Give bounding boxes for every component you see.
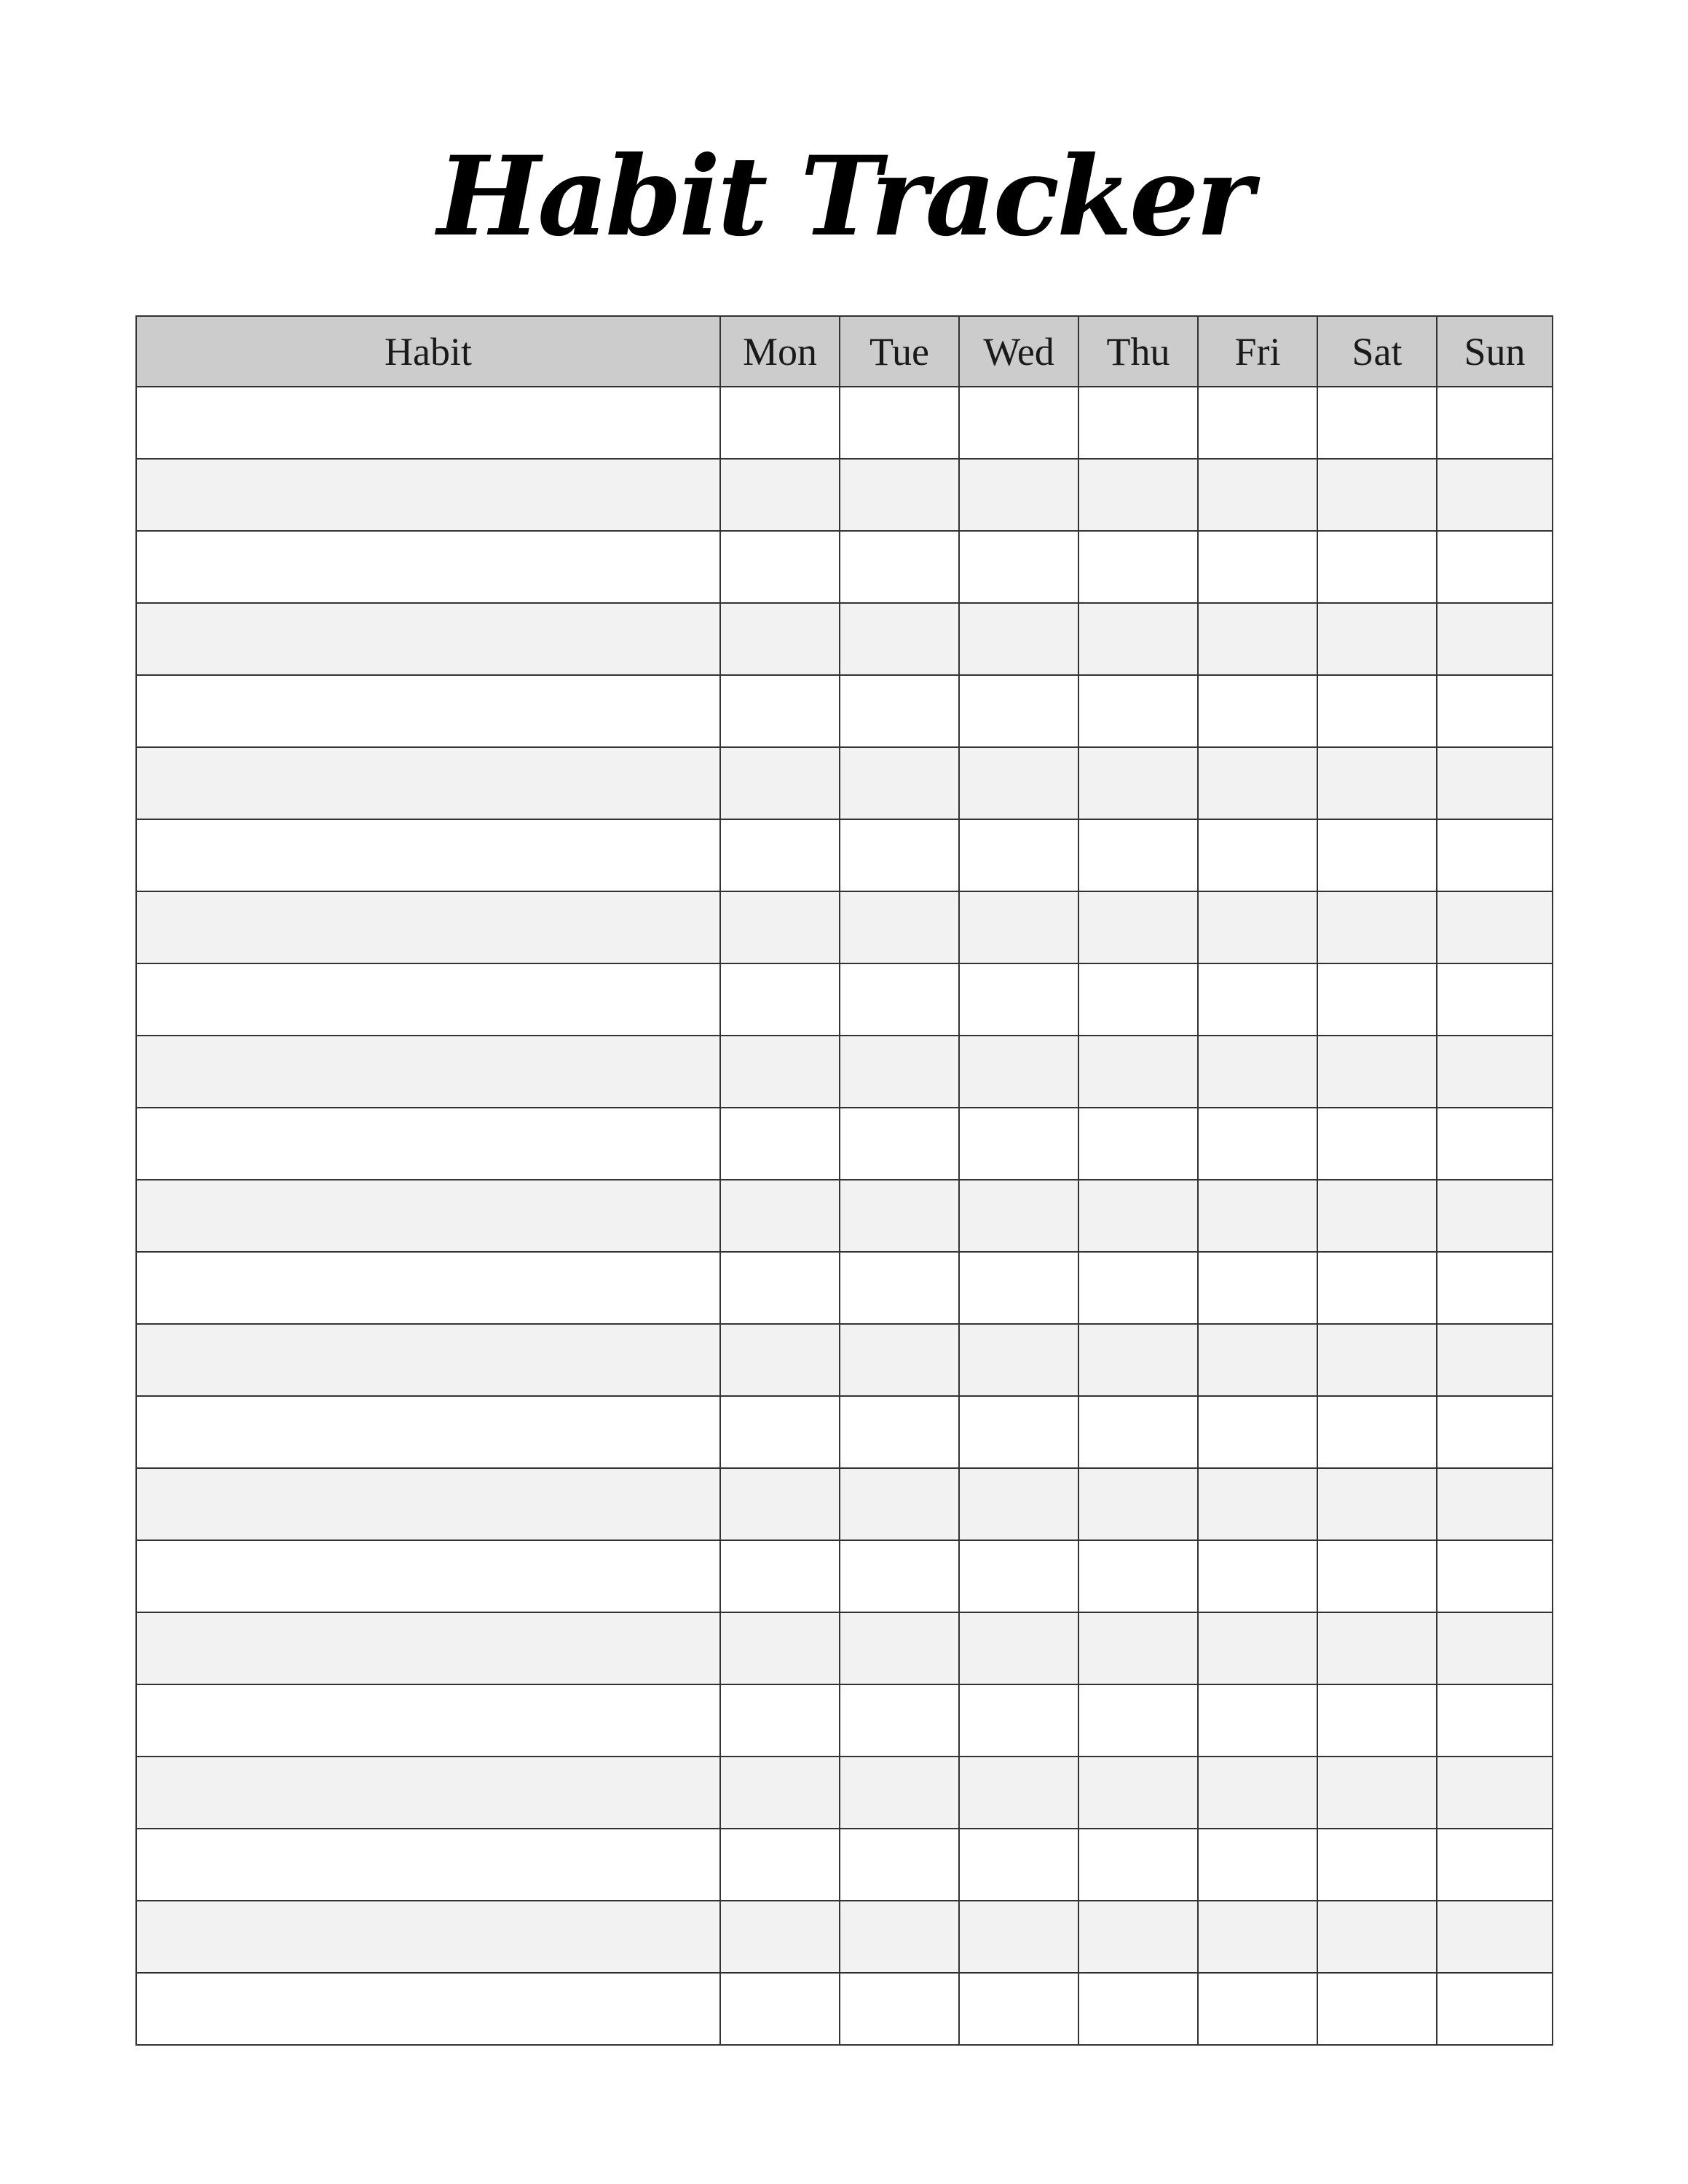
table-row — [136, 1757, 1553, 1829]
day-cell-sun[interactable] — [1437, 1612, 1553, 1684]
day-cell-wed[interactable] — [959, 1829, 1078, 1901]
day-cell-mon[interactable] — [720, 675, 840, 747]
day-cell-sun[interactable] — [1437, 1180, 1553, 1252]
day-cell-sat[interactable] — [1317, 1036, 1437, 1108]
day-cell-sat[interactable] — [1317, 1324, 1437, 1396]
day-cell-sun[interactable] — [1437, 603, 1553, 675]
day-cell-sun[interactable] — [1437, 387, 1553, 459]
table-row — [136, 747, 1553, 819]
header-sat: Sat — [1317, 316, 1437, 387]
day-cell-sun[interactable] — [1437, 1901, 1553, 1973]
day-cell-sun[interactable] — [1437, 1108, 1553, 1180]
day-cell-tue[interactable] — [840, 1468, 959, 1540]
day-cell-sat[interactable] — [1317, 1252, 1437, 1324]
day-cell-mon[interactable] — [720, 1252, 840, 1324]
day-cell-tue[interactable] — [840, 1973, 959, 2045]
day-cell-sun[interactable] — [1437, 675, 1553, 747]
day-cell-thu[interactable] — [1078, 1324, 1198, 1396]
day-cell-fri[interactable] — [1198, 1036, 1317, 1108]
habit-table — [135, 315, 1553, 2046]
habit-cell[interactable] — [136, 1973, 720, 2045]
habit-cell[interactable] — [136, 1540, 720, 1612]
day-cell-sun[interactable] — [1437, 1973, 1553, 2045]
table-row — [136, 1901, 1553, 1973]
header-mon: Mon — [720, 316, 840, 387]
day-cell-thu[interactable] — [1078, 1757, 1198, 1829]
day-cell-sun[interactable] — [1437, 747, 1553, 819]
day-cell-sun[interactable] — [1437, 531, 1553, 603]
day-cell-sun[interactable] — [1437, 1757, 1553, 1829]
habit-cell[interactable] — [136, 1684, 720, 1757]
habit-cell[interactable] — [136, 387, 720, 459]
day-cell-tue[interactable] — [840, 747, 959, 819]
table-header — [136, 316, 1553, 387]
table-row — [136, 963, 1553, 1036]
day-cell-wed[interactable] — [959, 891, 1078, 963]
day-cell-tue[interactable] — [840, 1252, 959, 1324]
day-cell-sat[interactable] — [1317, 1757, 1437, 1829]
day-cell-sun[interactable] — [1437, 1540, 1553, 1612]
day-cell-tue[interactable] — [840, 531, 959, 603]
table-row — [136, 387, 1553, 459]
day-cell-sun[interactable] — [1437, 819, 1553, 891]
day-cell-wed[interactable] — [959, 531, 1078, 603]
habit-cell[interactable] — [136, 675, 720, 747]
day-cell-thu[interactable] — [1078, 1540, 1198, 1612]
day-cell-thu[interactable] — [1078, 1684, 1198, 1757]
header-habit: Habit — [136, 316, 720, 387]
table-row — [136, 675, 1553, 747]
day-cell-thu[interactable] — [1078, 747, 1198, 819]
header-wed: Wed — [959, 316, 1078, 387]
day-cell-fri[interactable] — [1198, 459, 1317, 531]
day-cell-thu[interactable] — [1078, 675, 1198, 747]
day-cell-mon[interactable] — [720, 1757, 840, 1829]
day-cell-mon[interactable] — [720, 1612, 840, 1684]
day-cell-wed[interactable] — [959, 1468, 1078, 1540]
table-row — [136, 1612, 1553, 1684]
day-cell-fri[interactable] — [1198, 1252, 1317, 1324]
day-cell-mon[interactable] — [720, 387, 840, 459]
day-cell-mon[interactable] — [720, 1396, 840, 1468]
day-cell-mon[interactable] — [720, 1108, 840, 1180]
day-cell-mon[interactable] — [720, 891, 840, 963]
day-cell-thu[interactable] — [1078, 1901, 1198, 1973]
day-cell-wed[interactable] — [959, 1973, 1078, 2045]
day-cell-wed[interactable] — [959, 1901, 1078, 1973]
day-cell-thu[interactable] — [1078, 1180, 1198, 1252]
day-cell-fri[interactable] — [1198, 1180, 1317, 1252]
day-cell-wed[interactable] — [959, 459, 1078, 531]
day-cell-tue[interactable] — [840, 1901, 959, 1973]
table-row — [136, 1108, 1553, 1180]
day-cell-mon[interactable] — [720, 459, 840, 531]
day-cell-mon[interactable] — [720, 531, 840, 603]
day-cell-wed[interactable] — [959, 387, 1078, 459]
day-cell-tue[interactable] — [840, 1829, 959, 1901]
day-cell-mon[interactable] — [720, 1540, 840, 1612]
day-cell-wed[interactable] — [959, 1540, 1078, 1612]
day-cell-mon[interactable] — [720, 1036, 840, 1108]
day-cell-thu[interactable] — [1078, 1108, 1198, 1180]
day-cell-thu[interactable] — [1078, 963, 1198, 1036]
day-cell-tue[interactable] — [840, 1036, 959, 1108]
day-cell-sun[interactable] — [1437, 1468, 1553, 1540]
day-cell-fri[interactable] — [1198, 1973, 1317, 2045]
day-cell-tue[interactable] — [840, 819, 959, 891]
day-cell-sat[interactable] — [1317, 1973, 1437, 2045]
header-tue: Tue — [840, 316, 959, 387]
day-cell-fri[interactable] — [1198, 603, 1317, 675]
table-row — [136, 1036, 1553, 1108]
day-cell-mon[interactable] — [720, 1684, 840, 1757]
header-sun: Sun — [1437, 316, 1553, 387]
day-cell-wed[interactable] — [959, 1252, 1078, 1324]
day-cell-tue[interactable] — [840, 1757, 959, 1829]
day-cell-wed[interactable] — [959, 603, 1078, 675]
day-cell-wed[interactable] — [959, 1757, 1078, 1829]
day-cell-mon[interactable] — [720, 819, 840, 891]
habit-cell[interactable] — [136, 963, 720, 1036]
day-cell-tue[interactable] — [840, 1108, 959, 1180]
day-cell-sat[interactable] — [1317, 1108, 1437, 1180]
day-cell-tue[interactable] — [840, 1180, 959, 1252]
day-cell-tue[interactable] — [840, 963, 959, 1036]
day-cell-fri[interactable] — [1198, 1324, 1317, 1396]
day-cell-mon[interactable] — [720, 1180, 840, 1252]
table-row — [136, 1468, 1553, 1540]
table-row — [136, 1324, 1553, 1396]
table-row — [136, 1252, 1553, 1324]
day-cell-mon[interactable] — [720, 747, 840, 819]
day-cell-thu[interactable] — [1078, 531, 1198, 603]
day-cell-wed[interactable] — [959, 963, 1078, 1036]
day-cell-tue[interactable] — [840, 1396, 959, 1468]
day-cell-sat[interactable] — [1317, 1829, 1437, 1901]
day-cell-thu[interactable] — [1078, 603, 1198, 675]
day-cell-wed[interactable] — [959, 1036, 1078, 1108]
day-cell-mon[interactable] — [720, 963, 840, 1036]
day-cell-thu[interactable] — [1078, 1829, 1198, 1901]
day-cell-fri[interactable] — [1198, 531, 1317, 603]
day-cell-sun[interactable] — [1437, 1396, 1553, 1468]
habit-cell[interactable] — [136, 747, 720, 819]
day-cell-sat[interactable] — [1317, 1468, 1437, 1540]
table-body — [136, 387, 1553, 2045]
day-cell-tue[interactable] — [840, 603, 959, 675]
table-row — [136, 891, 1553, 963]
header-thu: Thu — [1078, 316, 1198, 387]
day-cell-wed[interactable] — [959, 1180, 1078, 1252]
day-cell-thu[interactable] — [1078, 1252, 1198, 1324]
day-cell-wed[interactable] — [959, 1108, 1078, 1180]
day-cell-sat[interactable] — [1317, 819, 1437, 891]
day-cell-sat[interactable] — [1317, 747, 1437, 819]
day-cell-fri[interactable] — [1198, 675, 1317, 747]
day-cell-thu[interactable] — [1078, 1973, 1198, 2045]
day-cell-sat[interactable] — [1317, 1612, 1437, 1684]
day-cell-mon[interactable] — [720, 603, 840, 675]
day-cell-sat[interactable] — [1317, 1396, 1437, 1468]
page-title: Habit Tracker — [437, 133, 1251, 261]
day-cell-fri[interactable] — [1198, 1540, 1317, 1612]
day-cell-thu[interactable] — [1078, 1396, 1198, 1468]
day-cell-fri[interactable] — [1198, 1396, 1317, 1468]
table-row — [136, 603, 1553, 675]
day-cell-mon[interactable] — [720, 1829, 840, 1901]
day-cell-fri[interactable] — [1198, 747, 1317, 819]
day-cell-wed[interactable] — [959, 819, 1078, 891]
day-cell-sat[interactable] — [1317, 1684, 1437, 1757]
day-cell-fri[interactable] — [1198, 891, 1317, 963]
day-cell-fri[interactable] — [1198, 1108, 1317, 1180]
habit-cell[interactable] — [136, 1829, 720, 1901]
day-cell-mon[interactable] — [720, 1901, 840, 1973]
habit-cell[interactable] — [136, 531, 720, 603]
habit-cell[interactable] — [136, 1612, 720, 1684]
habit-cell[interactable] — [136, 1108, 720, 1180]
day-cell-wed[interactable] — [959, 747, 1078, 819]
day-cell-tue[interactable] — [840, 1540, 959, 1612]
day-cell-fri[interactable] — [1198, 819, 1317, 891]
habit-cell[interactable] — [136, 1757, 720, 1829]
day-cell-sun[interactable] — [1437, 891, 1553, 963]
habit-cell[interactable] — [136, 819, 720, 891]
header-fri: Fri — [1198, 316, 1317, 387]
day-cell-sun[interactable] — [1437, 1036, 1553, 1108]
day-cell-sat[interactable] — [1317, 963, 1437, 1036]
day-cell-sat[interactable] — [1317, 891, 1437, 963]
day-cell-sat[interactable] — [1317, 387, 1437, 459]
day-cell-sun[interactable] — [1437, 1252, 1553, 1324]
day-cell-fri[interactable] — [1198, 387, 1317, 459]
day-cell-mon[interactable] — [720, 1468, 840, 1540]
day-cell-sun[interactable] — [1437, 1684, 1553, 1757]
habit-cell[interactable] — [136, 1901, 720, 1973]
day-cell-tue[interactable] — [840, 459, 959, 531]
day-cell-thu[interactable] — [1078, 1612, 1198, 1684]
habit-cell[interactable] — [136, 891, 720, 963]
habit-cell[interactable] — [136, 1252, 720, 1324]
day-cell-fri[interactable] — [1198, 1468, 1317, 1540]
day-cell-fri[interactable] — [1198, 963, 1317, 1036]
day-cell-fri[interactable] — [1198, 1757, 1317, 1829]
day-cell-tue[interactable] — [840, 1612, 959, 1684]
day-cell-wed[interactable] — [959, 1324, 1078, 1396]
day-cell-thu[interactable] — [1078, 459, 1198, 531]
day-cell-fri[interactable] — [1198, 1612, 1317, 1684]
habit-cell[interactable] — [136, 1324, 720, 1396]
table-row — [136, 1396, 1553, 1468]
day-cell-sun[interactable] — [1437, 963, 1553, 1036]
day-cell-tue[interactable] — [840, 1324, 959, 1396]
day-cell-thu[interactable] — [1078, 819, 1198, 891]
habit-cell[interactable] — [136, 603, 720, 675]
day-cell-thu[interactable] — [1078, 1036, 1198, 1108]
day-cell-tue[interactable] — [840, 387, 959, 459]
day-cell-thu[interactable] — [1078, 891, 1198, 963]
day-cell-sat[interactable] — [1317, 459, 1437, 531]
table-row — [136, 1180, 1553, 1252]
day-cell-wed[interactable] — [959, 675, 1078, 747]
day-cell-sat[interactable] — [1317, 603, 1437, 675]
habit-cell[interactable] — [136, 459, 720, 531]
day-cell-fri[interactable] — [1198, 1684, 1317, 1757]
day-cell-fri[interactable] — [1198, 1829, 1317, 1901]
day-cell-sat[interactable] — [1317, 531, 1437, 603]
day-cell-thu[interactable] — [1078, 387, 1198, 459]
habit-cell[interactable] — [136, 1036, 720, 1108]
day-cell-sat[interactable] — [1317, 1901, 1437, 1973]
habit-cell[interactable] — [136, 1468, 720, 1540]
table-row — [136, 819, 1553, 891]
day-cell-sat[interactable] — [1317, 1180, 1437, 1252]
day-cell-tue[interactable] — [840, 675, 959, 747]
day-cell-sun[interactable] — [1437, 1324, 1553, 1396]
day-cell-tue[interactable] — [840, 891, 959, 963]
day-cell-thu[interactable] — [1078, 1468, 1198, 1540]
habit-cell[interactable] — [136, 1180, 720, 1252]
table-row — [136, 531, 1553, 603]
day-cell-wed[interactable] — [959, 1612, 1078, 1684]
day-cell-tue[interactable] — [840, 1684, 959, 1757]
table-row — [136, 1829, 1553, 1901]
day-cell-sat[interactable] — [1317, 675, 1437, 747]
table-row — [136, 1684, 1553, 1757]
table-row — [136, 1973, 1553, 2045]
day-cell-wed[interactable] — [959, 1684, 1078, 1757]
table-row — [136, 459, 1553, 531]
day-cell-sun[interactable] — [1437, 459, 1553, 531]
habit-cell[interactable] — [136, 1396, 720, 1468]
day-cell-fri[interactable] — [1198, 1901, 1317, 1973]
day-cell-wed[interactable] — [959, 1396, 1078, 1468]
day-cell-mon[interactable] — [720, 1324, 840, 1396]
day-cell-sun[interactable] — [1437, 1829, 1553, 1901]
day-cell-mon[interactable] — [720, 1973, 840, 2045]
table-row — [136, 1540, 1553, 1612]
day-cell-sat[interactable] — [1317, 1540, 1437, 1612]
header-row — [136, 316, 1553, 387]
